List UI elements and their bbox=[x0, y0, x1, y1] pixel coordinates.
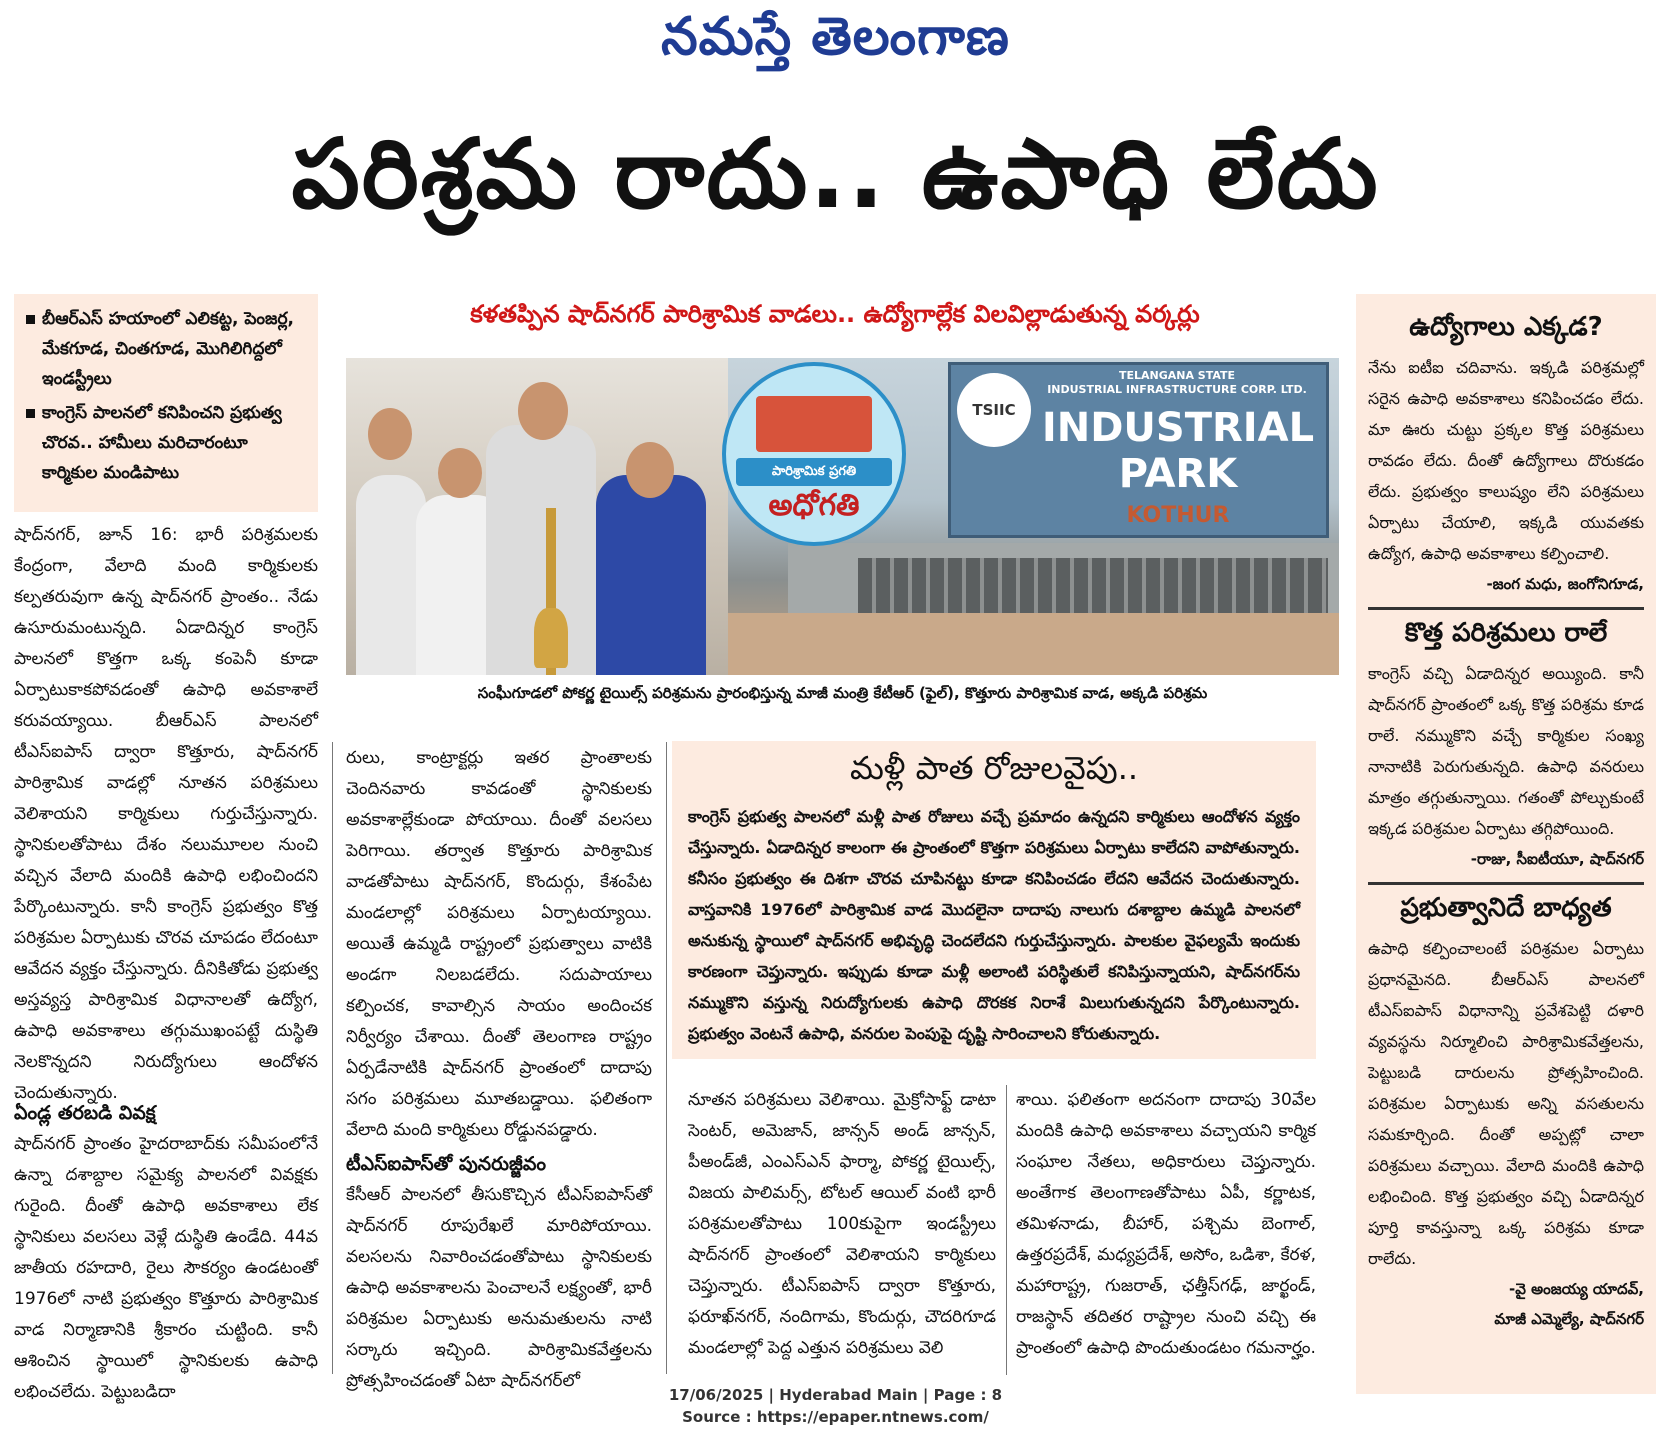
industrial-park-board bbox=[948, 362, 1329, 538]
footer-source: Source : https://epaper.ntnews.com/ bbox=[682, 1408, 989, 1426]
article-column-2: రులు, కాంట్రాక్టర్లు ఇతర ప్రాంతాలకు చెందినవారు కావడంతో స్థానికులకు అవకాశాల్లేకుండా పోయాయి. దీంతో వలసలు పెరిగాయి. తర్వాత కొత్తూరు పారిశ్రామిక వాడతోపాటు షాద్‌నగర్, కొందుర్గు, కేశంపేట మండలాల్లో పరిశ్రమలు ఏర్పాటయ్యాయి. అయితే ఉమ్మడి రాష్ట్రంలో ప్రభుత్వాలు వాటికి అండగా నిలబడలేదు. సదుపాయాలు కల్పించక, కావాల్సిన సాయం అందించక నిర్వీర్యం చేశాయి. దీంతో తెలంగాణ రాష్ట్రం ఏర్పడేనాటికి షాద్‌నగర్ ప్రాంతంలో దాదాపు సగం పరిశ్రమలు మూతబడ్డాయి. ఫలితంగా వేలాది మంది కార్మికులు రోడ్డునపడ్డారు. bbox=[346, 748, 652, 1140]
badge-text: అధోగతి bbox=[768, 488, 860, 523]
factory-icon bbox=[756, 396, 872, 452]
quote-block bbox=[1368, 618, 1644, 874]
article-section-2 bbox=[346, 1153, 652, 1397]
column-divider bbox=[1006, 1085, 1007, 1375]
quote-signature: -రాజు, సీఐటీయూ, షాద్‌నగర్ bbox=[1470, 850, 1644, 868]
quote-signature-role: మాజీ ఎమ్మెల్యే, షాద్‌నగర్ bbox=[1494, 1310, 1644, 1328]
section-body: షాద్‌నగర్ ప్రాంతం హైదరాబాద్‌కు సమీపంలోనే ఉన్నా దశాబ్దాల సమైక్య పాలనలో వివక్షకు గురైంది. దీంతో ఉపాధి అవకాశాలు లేక స్థానికులు వలసలు వెళ్లే దుస్థితి ఉండేది. 44వ జాతీయ రహదారి, రైలు సౌకర్యం ఉండటంతో 1976లో నాటి ప్రభుత్వం కొత్తూరు పారిశ్రామిక వాడ నిర్మాణానికి శ్రీకారం చుట్టింది. కానీ ఆశించిన స్థాయిలో స్థానికులకు ఉపాధి లభించలేదు. పెట్టుబడిదా bbox=[14, 1134, 318, 1402]
boxout-body: కాంగ్రెస్ ప్రభుత్వ పాలనలో మళ్లీ పాత రోజులు వచ్చే ప్రమాదం ఉన్నదని కార్మికులు ఆందోళన వ్యక్తం చేస్తున్నారు. ఏడాదిన్నర కాలంగా ఈ ప్రాంతంలో కొత్తగా పరిశ్రమలు ఏర్పాటు కాలేదని వాపోతున్నారు. కనీసం ప్రభుత్వం ఈ దిశగా చొరవ చూపినట్టు కూడా కనిపించడం లేదని ఆవేదన చెందుతున్నారు. వాస్తవానికి 1976లో పారిశ్రామిక వాడ మొదలైనా దాదాపు నాలుగు దశాబ్దాల ఉమ్మడి పాలనలో అనుకున్న స్థాయిలో షాద్‌నగర్ అభివృద్ధి చెందలేదని గుర్తుచేస్తున్నారు. పాలకుల వైఫల్యమే ఇందుకు కారణంగా చెప్తున్నారు. ఇప్పుడు కూడా మళ్లీ అలాంటి పరిస్థితులే కనిపిస్తున్నాయని, షాద్‌నగర్‌ను నమ్ముకొని వస్తున్న నిరుద్యోగులకు ఉపాధి దొరకక నిరాశే మిలుగుతున్నదని పేర్కొంటున్నారు. ప్రభుత్వం వెంటనే ఉపాధి, వనరుల పెంపుపై దృష్టి సారించాలని కోరుతున్నారు. bbox=[688, 807, 1300, 1043]
subheadline: కళతప్పిన షాద్‌నగర్ పారిశ్రామిక వాడలు.. ఉద్యోగాల్లేక విలవిల్లాడుతున్న వర్కర్లు bbox=[470, 300, 1200, 328]
boxout-title: మళ్లీ పాత రోజులవైపు.. bbox=[849, 749, 1139, 787]
divider bbox=[1368, 882, 1644, 885]
quote-title: ప్రభుత్వానిదే బాధ్యత bbox=[1400, 893, 1612, 923]
highlights-box bbox=[14, 294, 318, 512]
quote-title: కొత్త పరిశ్రమలు రాలే bbox=[1404, 618, 1608, 648]
quote-block bbox=[1368, 893, 1644, 1334]
page-footer bbox=[0, 1384, 1671, 1428]
headline: పరిశ్రమ రాదు.. ఉపాధి లేదు bbox=[291, 118, 1380, 230]
board-place-text: KOTHUR bbox=[1126, 503, 1230, 528]
badge-ribbon: పారిశ్రామిక ప్రగతి bbox=[736, 458, 892, 486]
section-body: కేసీఆర్ పాలనలో తీసుకొచ్చిన టీఎస్‌ఐపాస్‌తో షాద్‌నగర్ రూపురేఖలే మారిపోయాయి. వలసలను నివారించడంతోపాటు స్థానికులకు ఉపాధి అవకాశాలను పెంచాలనే లక్ష్యంతో, భారీ పరిశ్రమల ఏర్పాటుకు అనుమతులను నాటి సర్కారు ఇచ్చింది. పారిశ్రామికవేత్తలను ప్రోత్సహించడంతో ఏటా షాద్‌నగర్‌లో bbox=[346, 1185, 652, 1391]
column-divider bbox=[332, 742, 333, 1374]
quote-title: ఉద్యోగాలు ఎక్కడ? bbox=[1409, 312, 1603, 342]
quotes-sidebar bbox=[1356, 294, 1656, 1394]
section-heading: ఏండ్ల తరబడి వివక్ష bbox=[14, 1102, 156, 1124]
tsiic-logo: TSIIC bbox=[957, 373, 1031, 447]
boxout bbox=[672, 741, 1316, 1059]
board-main-text: INDUSTRIAL PARK bbox=[1041, 405, 1315, 497]
highlight-item: కాంగ్రెస్ పాలనలో కనిపించని ప్రభుత్వ చొరవ.. హామీలు మరిచారంటూ కార్మికుల మండిపాటు bbox=[24, 398, 308, 488]
quote-block bbox=[1368, 312, 1644, 599]
column-divider bbox=[666, 742, 667, 1374]
quote-body: ఉపాధి కల్పించాలంటే పరిశ్రమల ఏర్పాటు ప్రధానమైనది. బీఆర్ఎస్ పాలనలో టీఎస్‌ఐపాస్ విధానాన్ని ప్రవేశపెట్టి దళారి వ్యవస్థను నిర్మూలించి పారిశ్రామికవేత్తలను, పెట్టుబడి దారులను ప్రోత్సహించింది. పరిశ్రమల ఏర్పాటుకు అన్ని వసతులను సమకూర్చింది. దీంతో అప్పట్లో చాలా పరిశ్రమలు వచ్చాయి. వేలాది మందికి ఉపాధి లభించింది. కొత్త ప్రభుత్వం వచ్చి ఏడాదిన్నర పూర్తి కావస్తున్నా ఒక్క పరిశ్రమ కూడా రాలేదు. bbox=[1368, 939, 1644, 1268]
article-section-1 bbox=[14, 1102, 318, 1408]
quote-body: కాంగ్రెస్ వచ్చి ఏడాదిన్నర అయ్యింది. కానీ షాద్‌నగర్ ప్రాంతంలో ఒక్క కొత్త పరిశ్రమ కూడ రాలే. నమ్ముకొని వచ్చే కార్మికుల సంఖ్య నానాటికి పెరుగుతున్నది. ఉపాధి వనరులు మాత్రం తగ్గుతున్నాయి. గతంతో పోల్చుకుంటే ఇక్కడ పరిశ్రమల ఏర్పాటు తగ్గిపోయింది. bbox=[1368, 664, 1644, 838]
footer-date-edition: 17/06/2025 | Hyderabad Main | Page : 8 bbox=[668, 1386, 1003, 1404]
photo-collage bbox=[346, 358, 1339, 675]
article-column-4: శాయి. ఫలితంగా అదనంగా దాదాపు 30వేల మందికి ఉపాధి అవకాశాలు వచ్చాయని కార్మిక సంఘాల నేతలు, అధికారులు చెప్తున్నారు. అంతేగాక తెలంగాణతోపాటు ఏపీ, కర్ణాటక, తమిళనాడు, బీహార్, పశ్చిమ బెంగాల్, ఉత్తరప్రదేశ్, మధ్యప్రదేశ్, అసోం, ఒడిశా, కేరళ, మహారాష్ట్ర, గుజరాత్, ఛత్తీస్‌గఢ్, జార్ఖండ్, రాజస్థాన్ తదితర రాష్ట్రాల నుంచి వచ్చి ఈ ప్రాంతంలో ఉపాధి పొందుతుండటం గమనార్హం. bbox=[1016, 1090, 1316, 1358]
quote-body: నేను ఐటీఐ చదివాను. ఇక్కడి పరిశ్రమల్లో సరైన ఉపాధి అవకాశాలు కనిపించడం లేదు. మా ఊరు చుట్టు ప్రక్కల కొత్త పరిశ్రమలు రావడం లేదు. దీంతో ఉద్యోగాలు దొరుకడం లేదు. ప్రభుత్వం కాలుష్యం లేని పరిశ్రమలు ఏర్పాటు చేయాలి, ఇక్కడి యువతకు ఉద్యోగ, ఉపాధి అవకాశాలు కల్పించాలి. bbox=[1368, 358, 1644, 563]
article-column-1: షాద్‌నగర్, జూన్ 16: భారీ పరిశ్రమలకు కేంద్రంగా, వేలాది మంది కార్మికులకు కల్పతరువుగా ఉన్న షాద్‌నగర్ ప్రాంతం.. నేడు ఉసూరుమంటున్నది. ఏడాదిన్నర కాంగ్రెస్ పాలనలో కొత్తగా ఒక్క కంపెనీ కూడా ఏర్పాటుకాకపోవడంతో ఉపాధి అవకాశాలే కరువయ్యాయి. బీఆర్ఎస్ పాలనలో టీఎస్‌ఐపాస్ ద్వారా కొత్తూరు, షాద్‌నగర్ పారిశ్రామిక వాడల్లో నూతన పరిశ్రమలు వెలిశాయని కార్మికులు గుర్తుచేస్తున్నారు. స్థానికులతోపాటు దేశం నలుమూలల నుంచి వచ్చిన వేలాది మందికి ఉపాధి లభించిందని పేర్కొంటున్నారు. కానీ కాంగ్రెస్ ప్రభుత్వం కొత్త పరిశ్రమల ఏర్పాటుకు చొరవ చూపడం లేదంటూ ఆవేదన వ్యక్తం చేస్తున్నారు. దీనికితోడు ప్రభుత్వ అస్తవ్యస్త పారిశ్రామిక విధానాలతో ఉద్యోగ, ఉపాధి అవకాశాలు తగ్గుముఖంపట్టే దుస్థితి నెలకొన్నదని నిరుద్యోగులు ఆందోళన చెందుతున్నారు. bbox=[14, 525, 318, 1103]
quote-signature: -వై అంజయ్య యాదవ్, bbox=[1509, 1280, 1644, 1298]
masthead-logo: నమస్తే తెలంగాణ bbox=[661, 6, 1010, 67]
article-column-3: నూతన పరిశ్రమలు వెలిశాయి. మైక్రోసాఫ్ట్ డాటా సెంటర్, అమెజాన్, జాన్సన్ అండ్ జాన్సన్, పీఅండ్‌జీ, ఎంఎస్ఎన్ ఫార్మా, పోకర్ణ టైయిల్స్, విజయ పాలిమర్స్, టోటల్ ఆయిల్ వంటి భారీ పరిశ్రమలతోపాటు 100కుపైగా ఇండస్ట్రీలు షాద్‌నగర్ ప్రాంతంలో వెలిశాయని కార్మికులు చెప్తున్నారు. టీఎస్‌ఐపాస్ ద్వారా కొత్తూరు, ఫరూఖ్‌నగర్, నందిగామ, కొందుర్గు, చౌదరిగూడ మండలాల్లో పెద్ద ఎత్తున పరిశ్రమలు వెలి bbox=[688, 1090, 996, 1358]
section-heading: టీఎస్‌ఐపాస్‌తో పునరుజ్జీవం bbox=[346, 1153, 546, 1175]
divider bbox=[1368, 607, 1644, 610]
graphic-badge bbox=[722, 362, 906, 546]
quote-signature: -జంగ మధు, జంగోనిగూడ, bbox=[1486, 575, 1644, 593]
board-top-text: TELANGANA STATE INDUSTRIAL INFRASTRUCTURE CORP. LTD. bbox=[1047, 369, 1307, 396]
highlight-item: బీఆర్ఎస్ హయాంలో ఎలికట్ట, పెంజర్ల, మేకగూడ, చింతగూడ, మొగిలిగిద్దలో ఇండస్ట్రీలు bbox=[24, 304, 308, 394]
inauguration-photo bbox=[346, 358, 728, 675]
photo-caption: సంఘీగూడలో పోకర్ణ టైయిల్స్ పరిశ్రమను ప్రారంభిస్తున్న మాజీ మంత్రి కేటీఆర్ (ఫైల్), కొత్తూరు పారిశ్రామిక వాడ, అక్కడి పరిశ్రమ bbox=[477, 684, 1208, 702]
